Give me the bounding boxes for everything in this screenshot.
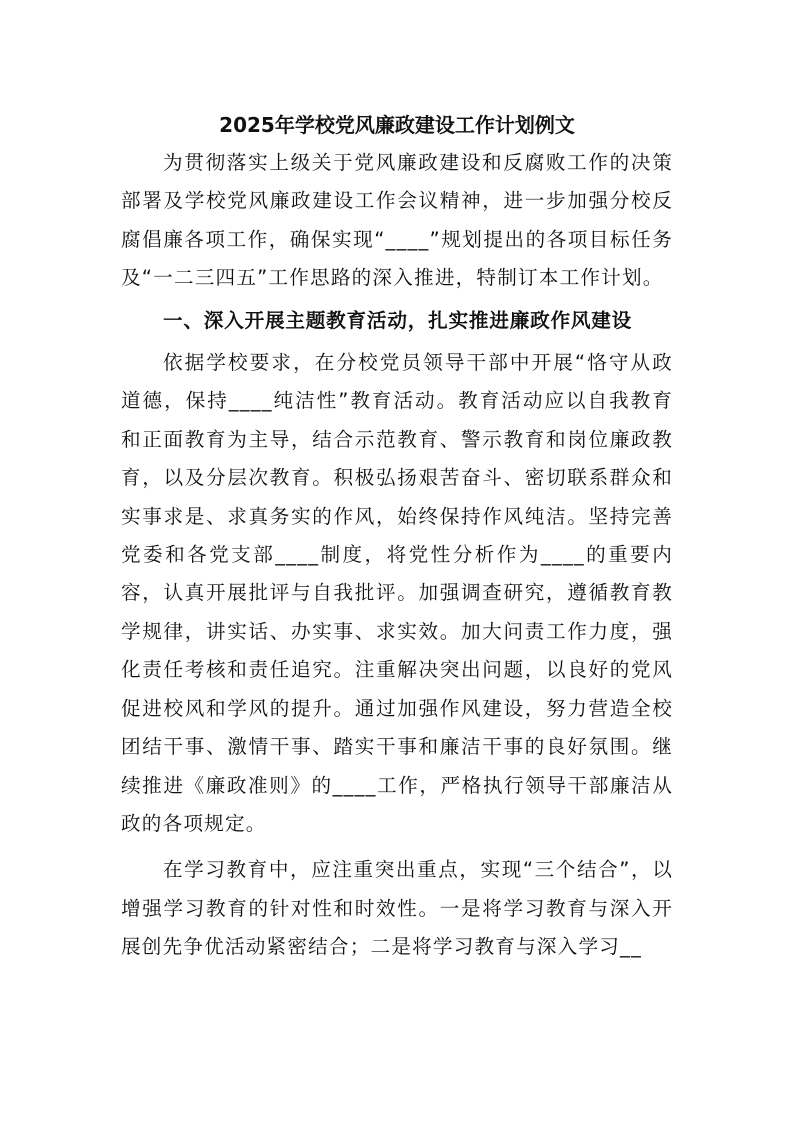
paragraph-intro: 为贯彻落实上级关于党风廉政建设和反腐败工作的决策部署及学校党风廉政建设工作会议精神，进一步加强分校反腐倡廉各项工作，确保实现“____”规划提出的各项目标任务及“一二三四五”工作思路的深入推进，特制订本工作计划。 (121, 151, 673, 290)
paragraph-section-1-body: 依据学校要求，在分校党员领导干部中开展“恪守从政道德，保持____纯洁性”教育活动。教育活动应以自我教育和正面教育为主导，结合示范教育、警示教育和岗位廉政教育，以及分层次教育。积极弘扬艰苦奋斗、密切联系群众和实事求是、求真务实的作风，始终保持作风纯洁。坚持完善党委和各党支部____制度，将党性分析作为____的重要内容，认真开展批评与自我批评。加强调查研究，遵循教育教学规律，讲实话、办实事、求实效。加大问责工作力度，强化责任考核和责任追究。注重解决突出问题，以良好的党风促进校风和学风的提升。通过加强作风建设，努力营造全校团结干事、激情干事、踏实干事和廉洁干事的良好氛围。继续推进《廉政准则》的____工作，严格执行领导干部廉洁从政的各项规定。 (121, 351, 673, 835)
document-page (121, 106, 673, 967)
document-title: 2025年学校党风廉政建设工作计划例文 (219, 113, 575, 137)
section-heading-1: 一、深入开展主题教育活动，扎实推进廉政作风建设 (163, 308, 633, 332)
paragraph-study-education: 在学习教育中，应注重突出重点，实现“三个结合”，以增强学习教育的针对性和时效性。一是将学习教育与深入开展创先争优活动紧密结合；二是将学习教育与深入学习__ (121, 858, 673, 959)
paragraph-spacer (121, 843, 673, 851)
